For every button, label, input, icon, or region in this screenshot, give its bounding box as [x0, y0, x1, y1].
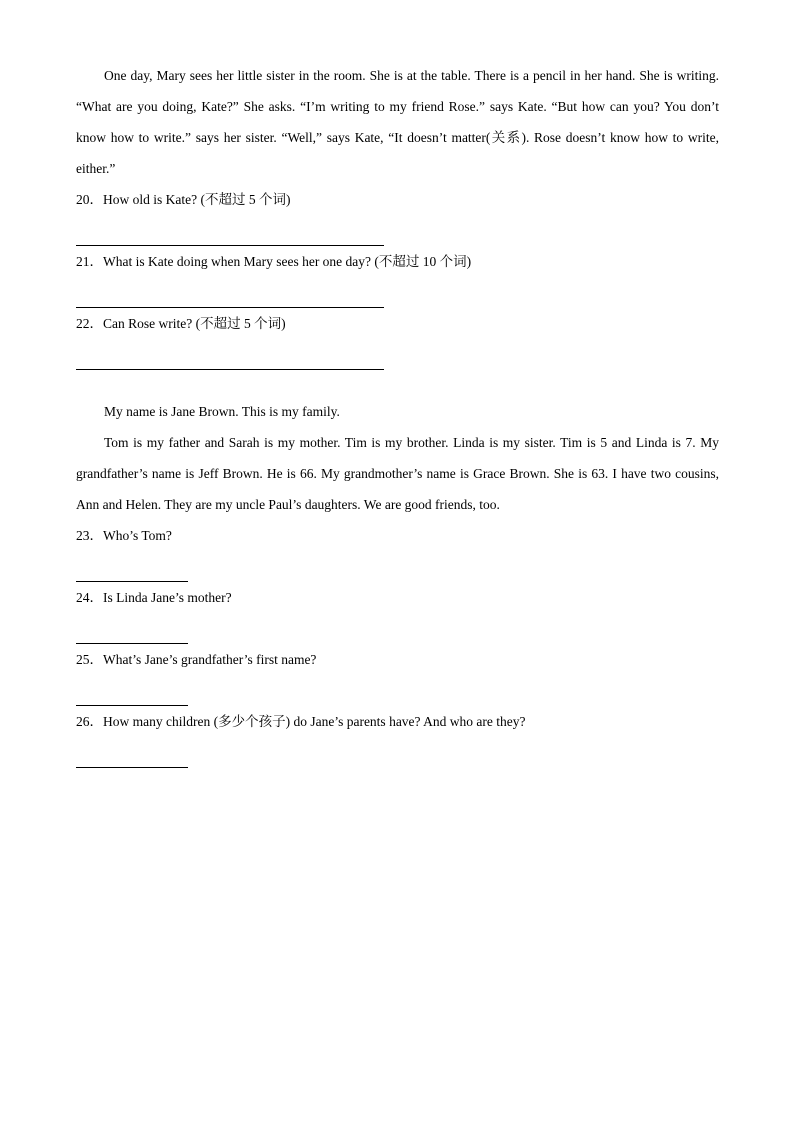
question-number: 23． [76, 528, 103, 543]
answer-line-26[interactable] [76, 737, 719, 768]
answer-line-20[interactable] [76, 215, 719, 246]
answer-underline [76, 643, 188, 644]
answer-line-22[interactable] [76, 339, 719, 370]
answer-line-21[interactable] [76, 277, 719, 308]
question-number: 25． [76, 652, 103, 667]
answer-underline [76, 767, 188, 768]
answer-underline [76, 245, 384, 246]
question-number: 22． [76, 316, 103, 331]
question-text: How old is Kate? (不超过 5 个词) [103, 192, 291, 207]
question-22 [76, 308, 719, 370]
reading-passage-2-intro: My name is Jane Brown. This is my family. [104, 404, 340, 419]
answer-underline [76, 705, 188, 706]
question-text: What’s Jane’s grandfather’s first name? [103, 652, 317, 667]
question-25 [76, 644, 719, 706]
question-text: Can Rose write? (不超过 5 个词) [103, 316, 286, 331]
answer-line-23[interactable] [76, 551, 719, 582]
worksheet-page [76, 60, 719, 768]
question-text: Who’s Tom? [103, 528, 172, 543]
reading-passage-2-body: Tom is my father and Sarah is my mother. Tim is my brother. Linda is my sister. Tim is 5 and Linda is 7. My grandfather’s name is Jeff Brown. He is 66. My grandmother’s name is Grace Brown. She is 63. I have two cousins, Ann and Helen. They are my uncle Paul’s daughters. We are good friends, too. [76, 435, 719, 512]
question-23 [76, 520, 719, 582]
question-number: 26． [76, 714, 103, 729]
answer-underline [76, 307, 384, 308]
answer-line-25[interactable] [76, 675, 719, 706]
question-number: 21． [76, 254, 103, 269]
answer-line-24[interactable] [76, 613, 719, 644]
section-gap [76, 370, 719, 396]
answer-underline [76, 369, 384, 370]
question-number: 20． [76, 192, 103, 207]
question-21 [76, 246, 719, 308]
question-20 [76, 184, 719, 246]
question-text: What is Kate doing when Mary sees her one day? (不超过 10 个词) [103, 254, 472, 269]
question-26 [76, 706, 719, 768]
answer-underline [76, 581, 188, 582]
question-number: 24． [76, 590, 103, 605]
question-text: How many children (多少个孩子) do Jane’s parents have? And who are they? [103, 714, 526, 729]
reading-passage-1: One day, Mary sees her little sister in the room. She is at the table. There is a pencil in her hand. She is writing. “What are you doing, Kate?” She asks. “I’m writing to my friend Rose.” says Kate. “But how can you? You don’t know how to write.” says her sister. “Well,” says Kate, “It doesn’t matter(关系). Rose doesn’t know how to write, either.” [76, 68, 719, 176]
question-24 [76, 582, 719, 644]
question-text: Is Linda Jane’s mother? [103, 590, 232, 605]
